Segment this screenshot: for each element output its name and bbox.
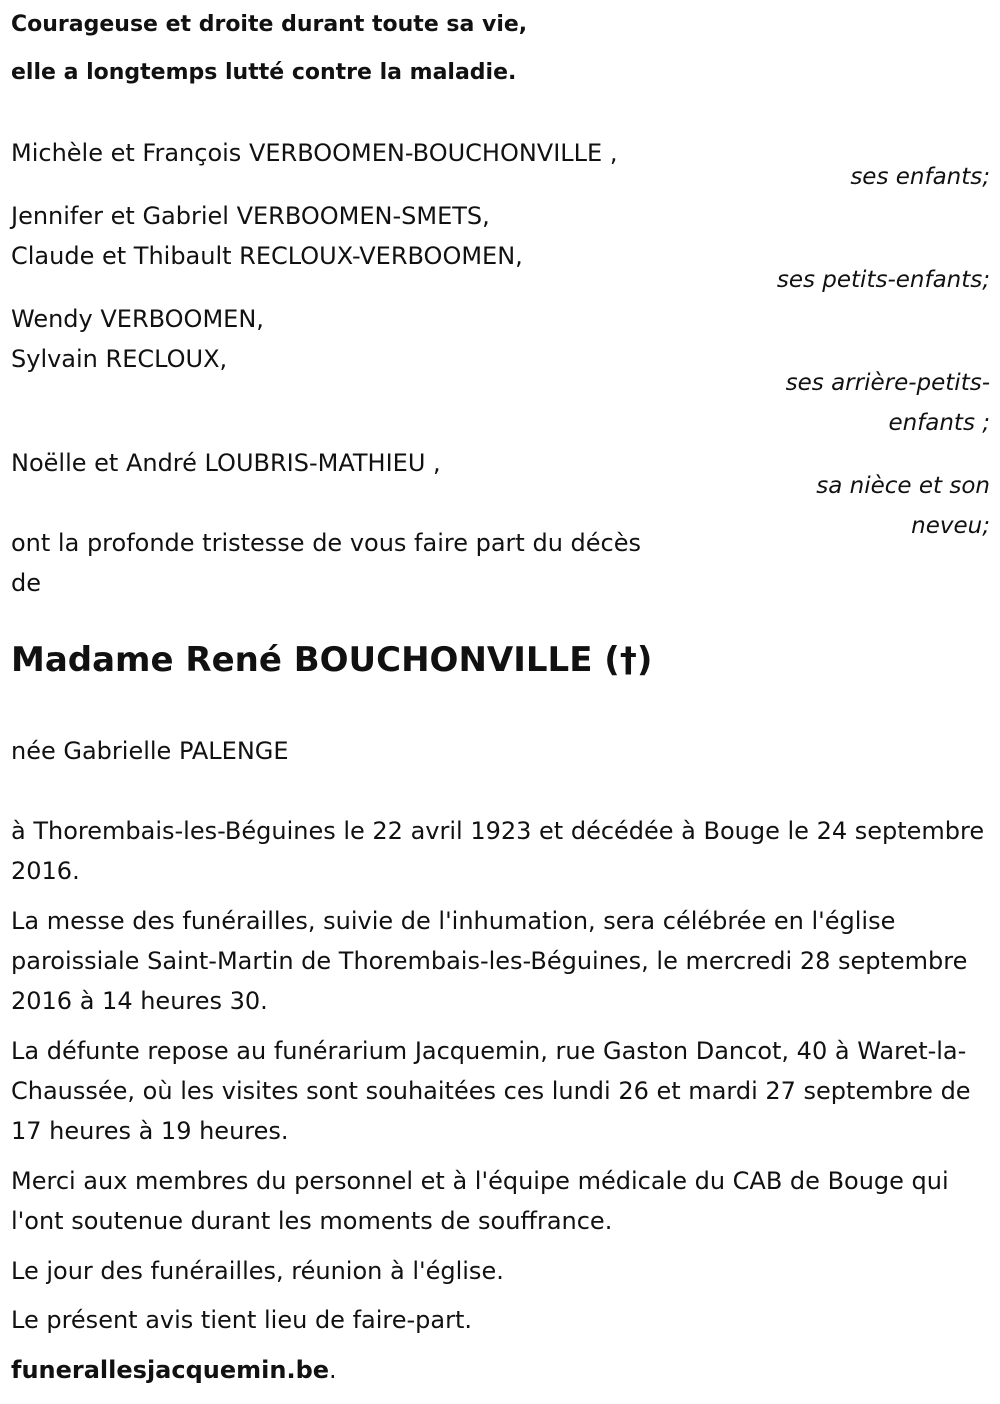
website-link[interactable]: funerallesjacquemin.be [11, 1356, 330, 1384]
footer-period: . [329, 1356, 337, 1384]
meeting-paragraph: Le jour des funérailles, réunion à l'église. [11, 1257, 504, 1285]
great-grandchildren-name-1: Wendy VERBOOMEN, [11, 305, 264, 333]
funeral-mass-paragraph: La messe des funérailles, suivie de l'inhumation, sera célébrée en l'église paroissiale Saint-Martin de Thorembais-les-Béguines, le mercredi 28 septembre 2016 à 14 heures 30. [11, 907, 968, 1015]
thanks-paragraph: Merci aux membres du personnel et à l'équipe médicale du CAB de Bouge qui l'ont soutenue durant les moments de souffrance. [11, 1167, 949, 1235]
announcement-line-2: de [11, 569, 41, 597]
announcement-line-1: ont la profonde tristesse de vous faire part du décès [11, 529, 641, 557]
niece-nephew-role-1: sa nièce et son [816, 473, 990, 499]
great-grandchildren-role-2: enfants ; [888, 410, 990, 436]
great-grandchildren-role-1: ses arrière-petits- [785, 370, 990, 396]
grandchildren-role: ses petits-enfants; [776, 267, 990, 293]
funerarium-paragraph: La défunte repose au funérarium Jacquemin, rue Gaston Dancot, 40 à Waret-la-Chaussée, où les visites sont souhaitées ces lundi 26 et mardi 27 septembre de 17 heures à 19 heures. [11, 1037, 971, 1145]
children-names: Michèle et François VERBOOMEN-BOUCHONVILLE , [11, 139, 618, 167]
grandchildren-name-2: Claude et Thibault RECLOUX-VERBOOMEN, [11, 242, 523, 270]
born-name: née Gabrielle PALENGE [11, 737, 289, 765]
children-role: ses enfants; [850, 164, 990, 190]
intro-line-2: elle a longtemps lutté contre la maladie. [11, 60, 517, 85]
deceased-name: Madame René BOUCHONVILLE (†) [11, 640, 653, 680]
birth-death-paragraph: à Thorembais-les-Béguines le 22 avril 1923 et décédée à Bouge le 24 septembre 2016. [11, 817, 985, 885]
notice-paragraph: Le présent avis tient lieu de faire-part. [11, 1306, 473, 1334]
grandchildren-name-1: Jennifer et Gabriel VERBOOMEN-SMETS, [11, 202, 490, 230]
footer [11, 1350, 991, 1390]
niece-nephew-role-2: neveu; [911, 513, 990, 539]
great-grandchildren-name-2: Sylvain RECLOUX, [11, 345, 228, 373]
intro-line-1: Courageuse et droite durant toute sa vie, [11, 12, 528, 37]
niece-nephew-names: Noëlle et André LOUBRIS-MATHIEU , [11, 449, 441, 477]
